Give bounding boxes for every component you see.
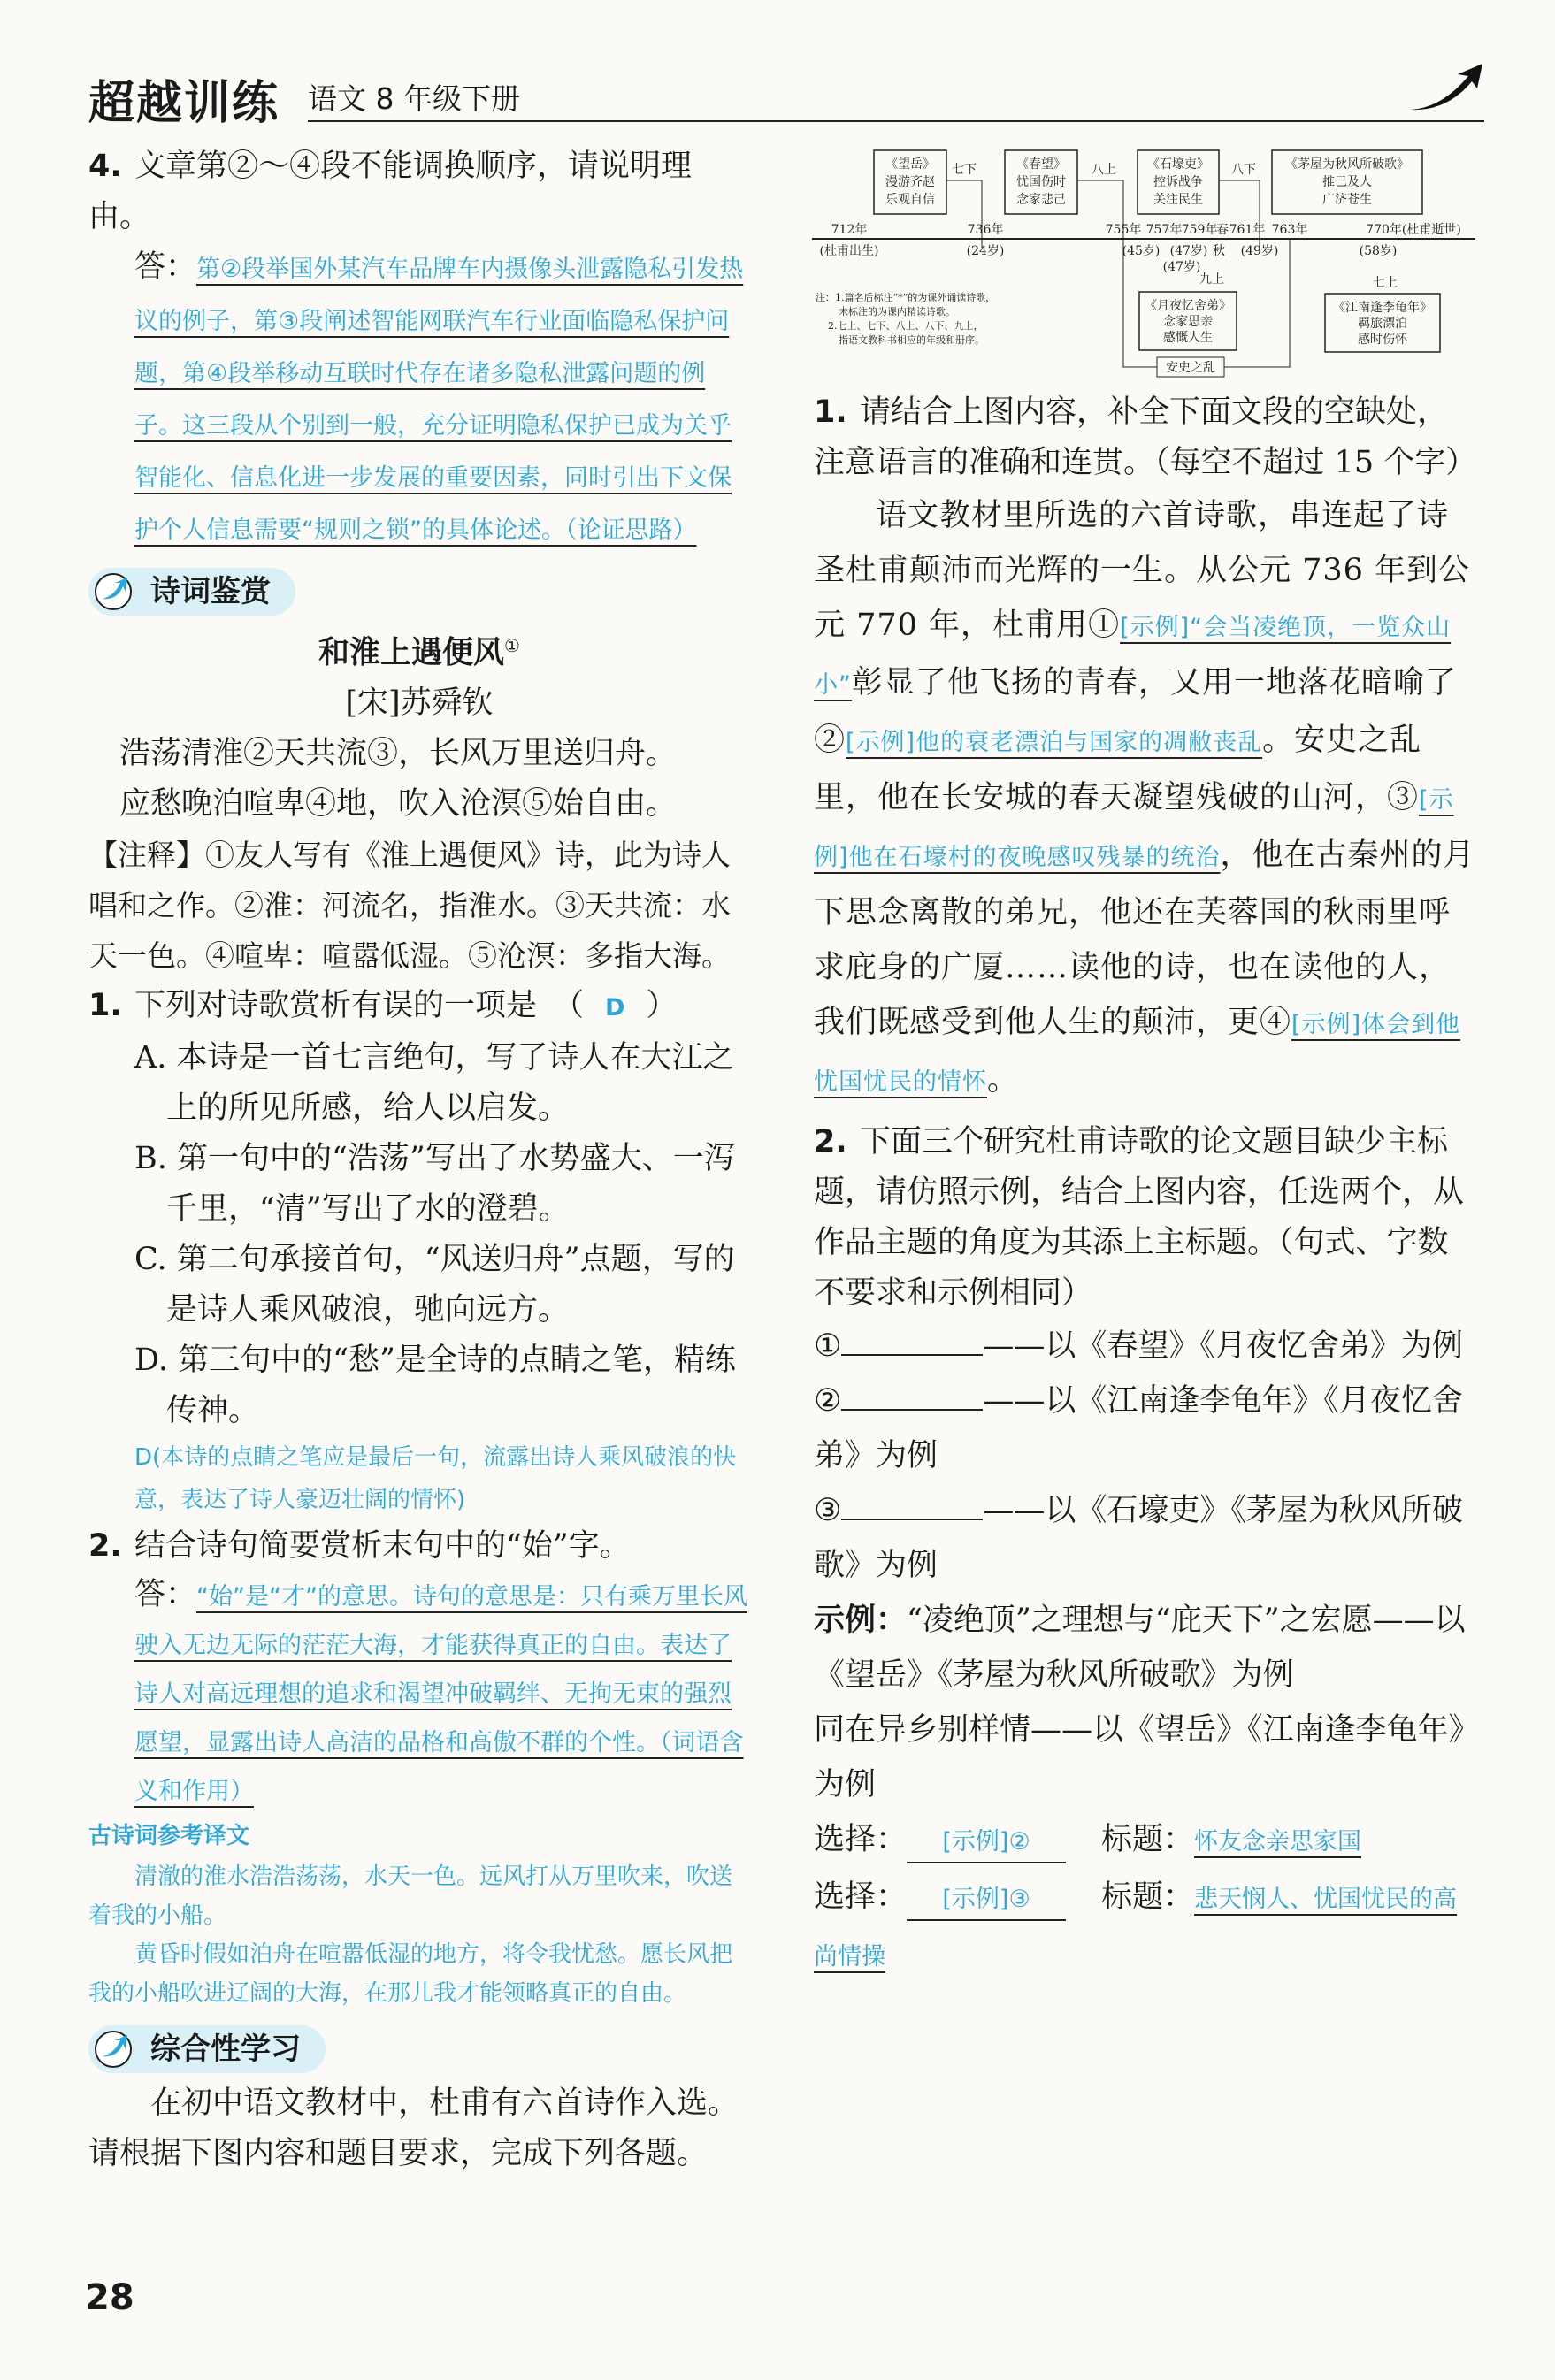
year-759: 759年 [1181,223,1218,237]
season-autumn: 秋 [1213,244,1225,258]
year-761: 761年 [1229,223,1266,237]
q4-question: 4. 文章第②～④段不能调换顺序，请说明理由。 [88,149,693,234]
poem-line-1: 浩荡清淮②天共流③，长风万里送归舟。 [119,735,678,771]
du-fu-timeline [812,142,1484,380]
box6-l1: 羁旅漂泊 [1358,317,1407,331]
year-763: 763年 [1271,223,1308,237]
option-d: D. 第三句中的“愁”是全诗的点睛之笔，精练传神。 [134,1342,736,1428]
season-spring: 春 [1216,223,1229,237]
rq1-passage: 语文教材里所选的六首诗歌，串连起了诗圣杜甫颠沛而光辉的一生。从公元 736 年到公元 770 年，杜甫用①[示例]“会当凌绝顶，一览众山小”彰显了他飞扬的青春，又用一地落花暗喻了②[示例]他的衰老漂泊与国家的凋敝丧乱。安史之乱里，他在长安城的春天凝望残破的山河，③[示例]他在石壕村的夜晚感叹残暴的统治，他在古秦州的月下思念离散的弟兄，他还在芙蓉国的秋雨里呼求庇身的广厦……读他的诗，也在读他的人，我们既感受到他人生的颠沛，更④[示例]体会到他忧国忧民的情怀。 [814,498,1475,1098]
rq2-item-1: ① ——以《春望》《月夜忆舍弟》为例 [814,1328,1463,1364]
year-712: 712年 [831,223,868,237]
comp-intro: 在初中语文教材中，杜甫有六首诗作入选。请根据下图内容和题目要求，完成下列各题。 [88,2085,739,2171]
poem-line-2: 应愁晚泊喧卑④地，吹入沧溟⑤始自由。 [119,785,678,822]
q1-answer: D [605,993,625,1022]
rq2-example-1: 示例：“凌绝顶”之理想与“庇天下”之宏愿——以《望岳》《茅屋为秋风所破歌》为例 [814,1603,1466,1693]
box7-anshi: 安史之乱 [1166,361,1215,375]
rq2-example-2: 同在异乡别样情——以《望岳》《江南逢李龟年》为例 [814,1712,1465,1802]
box6-title: 《江南逢李龟年》 [1333,301,1432,315]
option-b: B. 第一句中的“浩荡”写出了水势盛大、一泻千里，“清”写出了水的澄碧。 [134,1140,735,1227]
rq2-item-2: ② ——以《江南逢李龟年》《月夜忆舍弟》为例 [814,1383,1463,1473]
year-755: 755年 [1105,223,1142,237]
blank-2-answer: [示例]他的衰老漂泊与国家的凋敝丧乱 [846,729,1263,756]
arrow-logo-icon [1406,58,1486,120]
timeline-note-1: 注：1.篇名后标注“*”的为课外诵读诗歌， [816,292,996,303]
timeline-note-4: 指语文教科书相应的年级和册序。 [839,334,984,346]
grade-1: 七下 [952,163,977,177]
year-770: 770年(杜甫逝世) [1366,223,1461,237]
age-24: (24岁) [966,244,1005,258]
rq2-question: 2. 下面三个研究杜甫诗歌的论文题目缺少主标题，请仿照示例，结合上图内容，任选两个，从作品主题的角度为其添上主标题。（句式、字数不要求和示例相同） [814,1124,1465,1311]
box4-l1: 推己及人 [1322,175,1372,189]
box5-l1: 念家思亲 [1163,315,1213,329]
box3-title: 《石壕吏》 [1147,157,1209,172]
blank-1-answer: [示例]“会当凌绝顶，一览众山小” [814,614,1452,699]
age-49: (49岁) [1240,244,1279,258]
box5-title: 《月夜忆舍弟》 [1145,299,1231,313]
box1-l2: 乐观自信 [885,193,935,207]
box3-l2: 关注民生 [1153,193,1203,207]
age-58: (58岁) [1359,244,1398,258]
translation-p1: 清澈的淮水浩浩荡荡，水天一色。远风打从万里吹来，吹送着我的小船。 [88,1863,733,1929]
blank-3-answer: [示例]他在石壕村的夜晚感叹残暴的统治 [814,786,1454,871]
page-number: 28 [85,2277,134,2318]
q1-explanation: D(本诗的点睛之笔应是最后一句，流露出诗人乘风破浪的快意，表达了诗人豪迈壮阔的情怀) [134,1443,737,1513]
year-757: 757年 [1145,223,1183,237]
selection-2-answer: [示例]③ [907,1880,1066,1921]
box2-title: 《春望》 [1016,157,1066,172]
arrow-badge-icon [94,2030,140,2069]
left-column [88,142,750,2179]
poem-author: [宋]苏舜钦 [345,685,494,721]
box1-title: 《望岳》 [885,157,935,172]
selection-1-answer: [示例]② [907,1823,1066,1863]
box5-l2: 感慨人生 [1163,331,1213,345]
age-45: (45岁) [1122,244,1161,258]
timeline-note-2: 未标注的为课内精读诗歌。 [839,306,955,318]
box4-title: 《茅屋为秋风所破歌》 [1285,157,1409,172]
comp-section-heading: 综合性学习 [88,2025,326,2073]
rq2-selection-2: 选择： [示例]③ 标题：悲天悯人、忧国忧民的高尚情操 [814,1879,1458,1971]
poem-notes: 【注释】①友人写有《淮上遇便风》诗，此为诗人唱和之作。②淮：河流名，指淮水。③天共流：水天一色。④喧卑：喧嚣低湿。⑤沧溟：多指大海。 [88,837,731,973]
brand-title: 超越训练 [88,77,280,130]
arrow-badge-icon [94,572,140,611]
grade-5: 七上 [1373,276,1398,290]
poem-section-heading: 诗词鉴赏 [88,568,295,616]
box4-l2: 广济苍生 [1322,193,1372,207]
box2-l2: 念家悲己 [1016,193,1066,207]
grade-4: 九上 [1199,272,1224,287]
translation-p2: 黄昏时假如泊舟在喧嚣低湿的地方，将令我忧愁。愿长风把我的小船吹进辽阔的大海，在那儿我才能领略真正的自由。 [88,1940,733,2007]
born-label: (杜甫出生) [819,244,879,258]
blank-4-answer: [示例]体会到他忧国忧民的情怀 [814,1011,1461,1096]
translation-title: 古诗词参考译文 [88,1822,250,1849]
option-c: C. 第二句承接首句，“风送归舟”点题，写的是诗人乘风破浪，驰向远方。 [134,1241,735,1328]
timeline-note-3: 2.七上、七下、八上、八下、九上， [828,320,984,332]
title-1-answer: 怀友念亲思家国 [1194,1828,1362,1856]
rq2-selection-1: 选择： [示例]② 标题：怀友念亲思家国 [814,1812,1475,1870]
box3-l1: 控诉战争 [1153,175,1203,189]
box1-l1: 漫游齐赵 [885,175,935,189]
book-subtitle: 语文 8 年级下册 [308,81,520,116]
age-47b: (47岁) [1162,260,1201,274]
age-47: (47岁) [1169,244,1208,258]
poem-q2: 2. 结合诗句简要赏析末句中的“始”字。 [88,1527,631,1564]
q2-answer: 答：“始”是“才”的意思。诗句的意思是：只有乘万里长风驶入无边无际的茫茫大海，才能获得真正的自由。表达了诗人对高远理想的追求和渴望冲破羁绊、无拘无束的强烈愿望，显露出诗人高洁的品格和高傲不群的个性。（词语含义和作用） [134,1576,747,1805]
year-736: 736年 [967,223,1004,237]
option-a: A. 本诗是一首七言绝句，写了诗人在大江之上的所见所感，给人以启发。 [134,1039,734,1126]
box6-l2: 感时伤怀 [1358,333,1407,347]
poem-q1: 1. 下列对诗歌赏析有误的一项是 （ D ） [88,987,678,1023]
title-2-answer: 悲天悯人、忧国忧民的高尚情操 [814,1886,1458,1971]
grade-3: 八下 [1231,163,1256,177]
rq1-question: 1. 请结合上图内容，补全下面文段的空缺处，注意语言的准确和连贯。（每空不超过 15 个字） [814,394,1477,480]
rq2-item-3: ③ ——以《石壕吏》《茅屋为秋风所破歌》为例 [814,1493,1463,1583]
q4-answer: 答：第②段举国外某汽车品牌车内摄像头泄露隐私引发热议的例子，第③段阐述智能网联汽车行业面临隐私保护问题，第④段举移动互联时代存在诸多隐私泄露问题的例子。这三段从个别到一般，充分证明隐私保护已成为关乎智能化、信息化进一步发展的重要因素，同时引出下文保护个人信息需要“规则之锁”的具体论述。（论证思路） [134,249,744,544]
grade-2: 八上 [1092,163,1116,177]
poem-title: 和淮上遇便风① [318,634,520,671]
right-column [814,387,1475,1985]
box2-l1: 忧国伤时 [1016,175,1066,189]
page-header [88,58,1486,129]
header-rule [308,120,1484,122]
